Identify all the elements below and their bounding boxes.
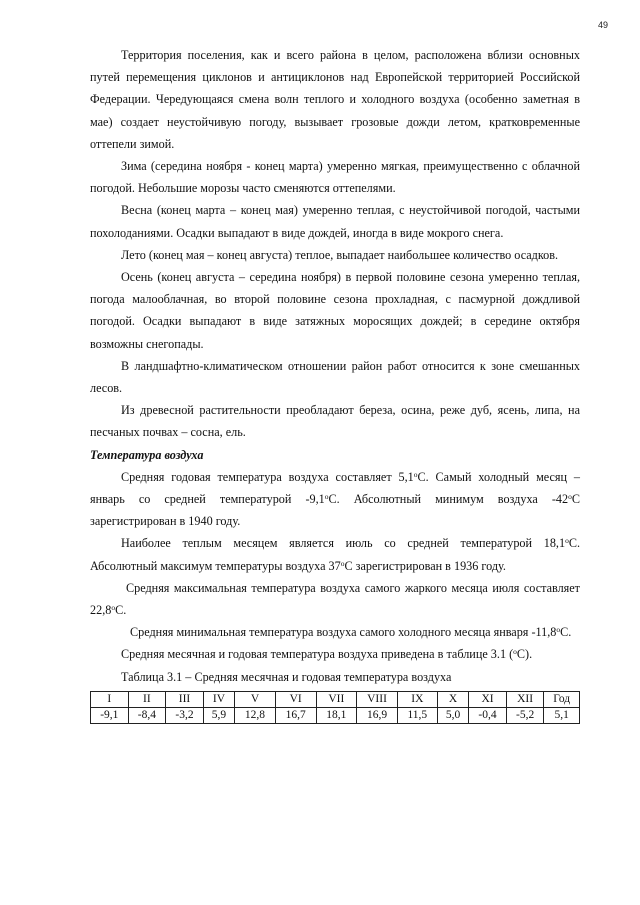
paragraph-annual-temperature: Средняя годовая температура воздуха составляет 5,1$^o$С. Самый холодный месяц – январь со средней температурой -9,1$^o$С. Абсолютный минимум воздуха -42$^o$С зарегистрирован в 1940 году. [90, 469, 580, 529]
paragraph-winter: Зима (середина ноября - конец марта) умеренно мягкая, преимущественно с облачной погодой. Небольшие морозы часто сменяются оттепелями. [90, 159, 580, 196]
paragraph-landscape: В ландшафтно-климатическом отношении район работ относится к зоне смешанных лесов. [90, 358, 580, 396]
paragraph-min-temperature: Средняя минимальная температура воздуха самого холодного месяца января -11,8$^o$С. [130, 625, 572, 640]
degree-sign: o [324, 492, 329, 502]
paragraph-warmest-month: Наиболее теплым месяцем является июль со средней температурой 18,1$^o$С. Абсолютный максимум температуры воздуха 37$^o$С зарегистрирован в 1936 году. [90, 536, 580, 573]
month-header: IV [203, 691, 234, 707]
paragraph-table-reference: Средняя месячная и годовая температура воздуха приведена в таблице 3.1 ($^o$С). [121, 647, 533, 662]
table-header-row [91, 691, 580, 707]
table-cell: 5,9 [203, 707, 234, 723]
month-header: VI [275, 691, 316, 707]
table-cell: 5,0 [437, 707, 468, 723]
table-cell: 16,9 [357, 707, 398, 723]
degree-sign: o [111, 603, 116, 613]
paragraph-vegetation: Из древесной растительности преобладают береза, осина, реже дуб, ясень, липа, на песчаных почвах – сосна, ель. [90, 403, 580, 440]
table-cell: -3,2 [166, 707, 204, 723]
table-cell: -9,1 [91, 707, 129, 723]
table-cell: -8,4 [128, 707, 166, 723]
paragraph-autumn: Осень (конец августа – середина ноября) в первой половине сезона умеренно теплая, погода малооблачная, во второй половине сезона прохладная, с пасмурной дождливой погодой. Осадки выпадают в виде затяжных моросящих дождей; в середине октября возможны снегопады. [90, 270, 580, 351]
table-values-row [91, 707, 580, 723]
paragraph-max-temperature: Средняя максимальная температура воздуха самого жаркого месяца июля составляет 22,8$^o$С. [90, 580, 580, 618]
year-header: Год [544, 691, 580, 707]
subheading-air-temperature: Температура воздуха [90, 447, 204, 462]
temperature-table [90, 691, 580, 724]
paragraph-territory: Территория поселения, как и всего района в целом, расположена вблизи основных путей перемещения циклонов и антициклонов над Европейской территорией Российской Федерации. Чередующаяся смена волн теплого и холодного воздуха (особенно заметная в мае) создает неустойчивую погоду, вызывает грозовые дожди летом, кратковременные оттепели зимой. [90, 48, 580, 151]
table-caption: Таблица 3.1 – Средняя месячная и годовая температура воздуха [121, 669, 452, 684]
degree-sign: o [568, 492, 572, 502]
table-cell: 18,1 [316, 707, 357, 723]
month-header: VIII [357, 691, 398, 707]
table-cell: 11,5 [397, 707, 437, 723]
month-header: V [235, 691, 276, 707]
month-header: X [437, 691, 468, 707]
month-header: I [91, 691, 129, 707]
paragraph-summer: Лето (конец мая – конец августа) теплое, выпадает наибольшее количество осадков. [121, 247, 559, 262]
table-cell: 16,7 [275, 707, 316, 723]
table-cell: 5,1 [544, 707, 580, 723]
degree-sign: o [513, 647, 517, 657]
degree-sign: o [565, 536, 569, 546]
page-number: 49 [597, 20, 608, 30]
month-header: XII [506, 691, 544, 707]
month-header: III [166, 691, 204, 707]
degree-sign: o [340, 558, 345, 568]
degree-sign: o [413, 469, 418, 479]
month-header: II [128, 691, 166, 707]
table-cell: -5,2 [506, 707, 544, 723]
month-header: XI [469, 691, 507, 707]
month-header: VII [316, 691, 357, 707]
table-cell: 12,8 [235, 707, 276, 723]
degree-sign: o [556, 625, 561, 635]
page-content [90, 44, 580, 724]
paragraph-spring: Весна (конец марта – конец мая) умеренно теплая, с неустойчивой погодой, частыми похолоданиями. Осадки выпадают в виде дождей, иногда в виде мокрого снега. [90, 203, 580, 240]
table-cell: -0,4 [469, 707, 507, 723]
month-header: IX [397, 691, 437, 707]
